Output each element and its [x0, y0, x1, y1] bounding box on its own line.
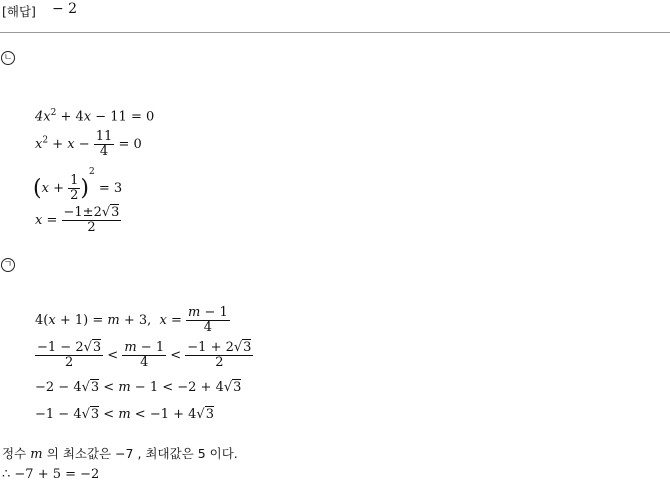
conclusion-text: 의 최소값은 −7 , 최대값은 5 이다. [46, 446, 238, 461]
eq-1: $4x^2 + 4x - 11 = 0$ [35, 108, 155, 125]
eq-6: $\frac{-1 - 2√3}{2}$ < $\frac{m - 1}{4}$ < $\frac{-1 + 2√3}{2}$ [37, 340, 252, 370]
conclusion-prefix: 정수 [2, 446, 27, 461]
eq-5: 4(x + 1) = m + 3, x = $\frac{m - 1}{4}$ [35, 305, 228, 335]
section-1-marker [1, 49, 15, 65]
eq-4: x = $\frac{-1\pm 2√3}{2}$ [35, 205, 120, 235]
circled-marker: ㄴ [1, 51, 15, 65]
eq-2: $x^2 + x$ − $\frac{11}{4}$ = 0 [35, 129, 142, 159]
eq-8: −1 − 4√3 < m < −1 + 4√3 [35, 407, 214, 422]
answer-value: − 2 [52, 1, 78, 17]
circled-marker: ㄱ [1, 258, 15, 272]
final-answer: ∴ −7 + 5 = −2 [2, 467, 100, 482]
section-2-marker [1, 256, 15, 272]
answer-label: [해답] [2, 4, 36, 19]
eq-3: (x + $\frac{1}{2}$ )$^2$ = 3 [33, 167, 123, 203]
eq-7: −2 − 4√3 < m − 1 < −2 + 4√3 [35, 380, 242, 395]
divider [0, 32, 670, 33]
conclusion-line [2, 444, 238, 462]
conclusion-var: m [30, 447, 43, 462]
